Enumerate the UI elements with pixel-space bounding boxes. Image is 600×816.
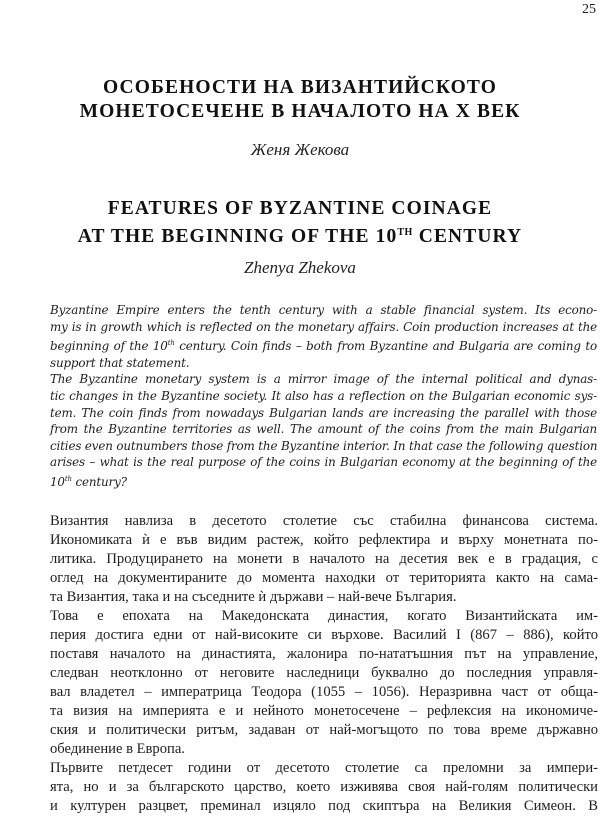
body-line: обединение в Европа. (50, 741, 185, 757)
body-line: вал владетел – императрица Теодора (1055 – 1056). Неразривна част от обща- (50, 684, 598, 700)
body-line: Първите петдесет години от десетото столетие са преломни за импери- (50, 760, 598, 776)
abstract-paragraph-2 (2, 371, 597, 490)
body-paragraph-3 (2, 759, 598, 816)
body-line: поставя началото на династията, жалонира по-нататъшния път на управление, (50, 646, 598, 662)
english-title-line-2-end: CENTURY (412, 226, 523, 247)
abstract-line: arises – what is the real purpose of the coins in Bulgarian economy at the beginning of the (50, 455, 597, 470)
bulgarian-title-line-1: ОСОБЕНОСТИ НА ВИЗАНТИЙСКОТО (103, 77, 497, 98)
abstract-line: tem. The coin finds from nowadays Bulgarian lands are increasing the parallel with those (50, 405, 597, 420)
abstract-line: The Byzantine monetary system is a mirror image of the internal political and dynas- (50, 372, 597, 387)
body-line: Византия навлиза в десетото столетие със стабилна финансова система. (50, 513, 598, 529)
abstract-line: cities even outnumbers those from the Byzantine interior. In that case the following question (50, 438, 598, 453)
bulgarian-author-block (0, 139, 600, 161)
bulgarian-author: Женя Жекова (250, 140, 350, 159)
abstract-line: Byzantine Empire enters the tenth century with a stable financial system. Its econo- (50, 303, 597, 317)
english-title-line-2-text: AT THE BEGINNING OF THE 10 (77, 226, 398, 247)
body-line: следван неотклонно от неговите наследници буквално до последния управля- (50, 665, 598, 681)
english-author-block (0, 257, 600, 279)
abstract-line: from the Byzantine territories as well. The amount of the coins from the main Bulgarian (50, 422, 597, 437)
abstract-text: century. Coin finds – both from Byzantine and Bulgaria are coming to (174, 339, 598, 354)
english-title-superscript: TH (397, 227, 413, 238)
bulgarian-title (0, 76, 600, 124)
abstract-line (2, 471, 597, 491)
body-paragraph-1 (2, 512, 598, 607)
abstract-text: beginning of the 10 (50, 339, 168, 354)
english-title-line-2 (0, 221, 600, 249)
abstract-line: tic changes in the Byzantine society. It also has a reflection on the Bulgarian economic sys- (50, 388, 597, 403)
body-line: Това е епохата на Македонската династия, когато Византийската им- (50, 608, 598, 624)
body-line: перия достига едни от най-високите си върхове. Василий I (867 – 886), който (50, 627, 598, 643)
body-paragraph-2 (2, 607, 598, 759)
body-line: ския и политически ритъм, задаван от най-могъщото по това време държавно (50, 722, 598, 738)
abstract-line: my is in growth which is reflected on the monetary affairs. Coin production increases at the (50, 319, 597, 334)
english-title-line-1: FEATURES OF BYZANTINE COINAGE (107, 198, 493, 219)
english-author: Zhenya Zhekova (244, 258, 356, 277)
abstract (2, 302, 597, 491)
abstract-paragraph-1 (2, 302, 597, 371)
body-text (2, 512, 598, 816)
body-line: литика. Продуцирането на монети в началото на десетия век е в градация, с (50, 551, 598, 567)
abstract-line: support that statement. (50, 355, 190, 370)
abstract-text: 10 (50, 474, 65, 489)
body-line: та визия на империята е и нейното монетосечене – рефлексия на икономиче- (50, 703, 598, 719)
english-title (0, 197, 600, 249)
body-line: оглед на документираните до момента находки от територията както на сама- (50, 570, 598, 586)
body-line: та Византия, така и на съседните ѝ държави – най-вече България. (50, 589, 457, 605)
body-line: ята, но и за българското царство, което изживява своя най-голям политически (50, 779, 598, 795)
superscript: th (64, 474, 72, 483)
abstract-text: century? (71, 474, 127, 489)
bulgarian-title-line-2: МОНЕТОСЕЧЕНЕ В НАЧАЛОТО НА Х ВЕК (79, 101, 521, 122)
body-line: Икономиката ѝ е във видим растеж, който рефлектира и върху монетната по- (50, 532, 598, 548)
body-line: и културен разцвет, преминал изцяло под скиптъра на Великия Симеон. В (50, 798, 598, 814)
superscript: th (167, 339, 175, 348)
abstract-line (2, 335, 597, 355)
page-number: 25 (582, 2, 596, 17)
